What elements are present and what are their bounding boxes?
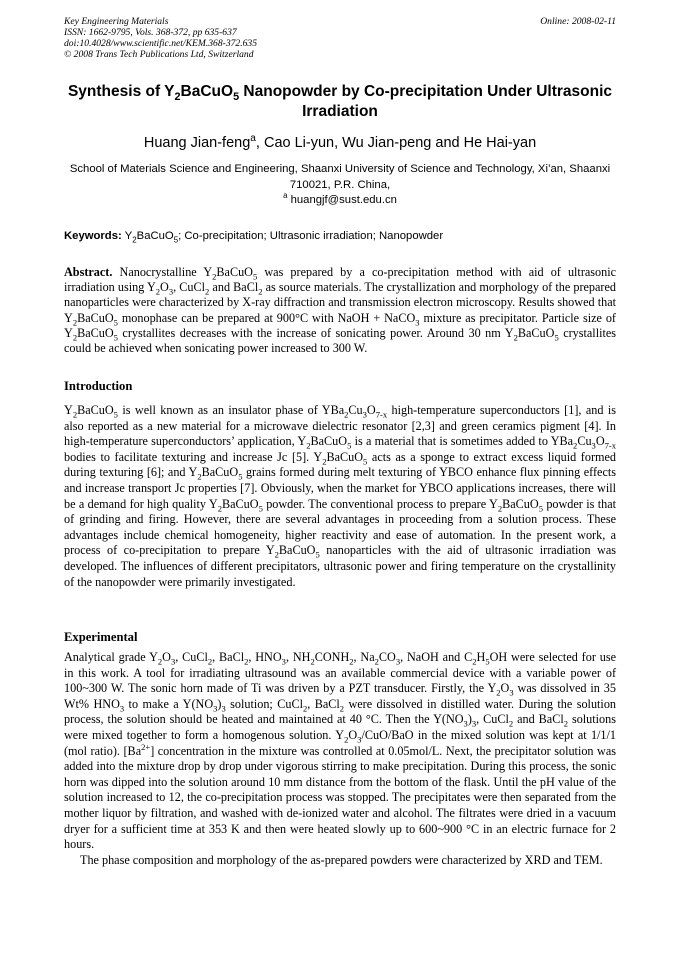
abstract — [64, 265, 616, 356]
keywords-label: Keywords: — [64, 230, 122, 242]
issn-line: ISSN: 1662-9795, Vols. 368-372, pp 635-637 — [64, 27, 237, 38]
experimental-paragraph-1: Analytical grade $Y_2O_3$, CuCl$_2$, BaCl$_2$, $HNO_3$, $NH_2CONH_2$, $Na_2CO_3$, NaOH and $C_2H_5OH$ were selected for use in this work. A tool for irradiating ultrasound was an available commercial device with a variable power of 100~300 W. The sonic horn made of Ti was driven by a PZT transducer. Firstly, the $Y_2O_3$ was dissolved in 35 Wt% $HNO_3$ to make a $Y(NO_3)_3$ solution; CuCl$_2$, BaCl$_2$ were dissolved in distilled water. During the solution process, the solution should be heated and maintained at 40 °C. Then the $Y(NO_3)_3$, CuCl$_2$ and BaCl$_2$ solutions were mixed together to form a homogenous solution. $Y_2O_3/CuO$/BaO in the mixed solution was kept at 1/1/1 (mol ratio). $[Ba^{2+}]$ concentration in the mixture was controlled at 0.05mol/L. Next, the precipitator solution was added into the mixture drop by drop under vigorous stirring to make precipitation. During this process, the sonic horn was dipped into the solution around 10 mm distance from the bottom of the flask. Until the pH value of the solution increased to 12, the co-precipitation process was stopped. The precipitates were then separated from the mother liquor by filtration, and washed with de-ionized water and alcohol. The filtrates were dried in a vacuum dryer for a sufficient time at 353 K and then were heated slowly up to 600~900 °C in an electric furnace for 2 hours. — [64, 650, 617, 852]
keywords-text: $Y_2BaCuO_5$; Co-precipitation; Ultrasonic irradiation; Nanopowder — [124, 230, 444, 245]
abstract-text: Nanocrystalline $Y_2BaCuO_5$ was prepared by a co-precipitation method with aid of ultrasonic irradiation using $Y_2O_3$, CuCl$_2$ and BaCl$_2$ as source materials. The crystallization and morphology of the prepared nanoparticles were characterized by X-ray diffraction and transmission electron microscopy. Results showed that $Y_2BaCuO_5$ monophase can be prepared at 900°C with NaOH + NaCO$_3$ mixture as precipitator. Particle size of $Y_2BaCuO_5$ crystallites decreases with the increase of sonicating power. Around 30 nm $Y_2BaCuO_5$ crystallites could be achieved when sonicating power increased to 300 W. — [64, 265, 617, 356]
doi-line: doi:10.4028/www.scientific.net/KEM.368-372.635 — [64, 38, 258, 49]
affiliation: School of Materials Science and Engineering, Shaanxi University of Science and Technology, Xi’an, Shaanxi 710021, P.R. China, — [69, 163, 611, 191]
experimental-body — [64, 650, 616, 868]
heading-experimental: Experimental — [64, 630, 138, 644]
heading-introduction: Introduction — [64, 379, 133, 393]
experimental-paragraph-2: The phase composition and morphology of the as-prepared powders were characterized by XRD and TEM. — [80, 852, 603, 867]
abstract-label: Abstract. — [64, 265, 113, 279]
journal-name: Key Engineering Materials — [64, 16, 169, 27]
introduction-body: $Y_2BaCuO_5$ is well known as an insulator phase of $YBa_2Cu_3O_{7-x}$ high-temperature superconductors [1], and is also reported as a new material for a microwave dielectric resonator [2,3] and green ceramics pigment [4]. In high-temperature superconductors’ application, $Y_2BaCuO_5$ is a material that is sometimes added to $YBa_2Cu_3O_{7-x}$ bodies to facilitate texturing and increase Jc [5]. $Y_2BaCuO_5$ acts as a sponge to extract excess liquid formed during texturing [6]; and $Y_2BaCuO_5$ grains formed during melt texturing of YBCO enhance flux pinning effects and increase transport Jc properties [7]. Obviously, when the market for YBCO applications increases, there will be a demand for high quality $Y_2BaCuO_5$ powder. The conventional process to prepare $Y_2BaCuO_5$ powder is that of grinding and firing. However, there are several advantages in proceeding from a solution process. These advantages include chemical homogeneity, higher reactivity and ease of automation. In the present work, a process of co-precipitation to prepare $Y_2BaCuO_5$ nanoparticles with the aid of ultrasonic irradiation was developed. The influences of different precipitators, ultrasonic power and firing temperature on the crystallinity of the nanopowder were primarily investigated. — [64, 403, 617, 589]
online-date: Online: 2008-02-11 — [540, 16, 616, 27]
copyright-line: © 2008 Trans Tech Publications Ltd, Switzerland — [64, 49, 254, 60]
journal-header — [64, 16, 616, 60]
author-email: $^a$ huangjf@sust.edu.cn — [283, 191, 397, 206]
author-list: Huang Jian-feng$^a$, Cao Li-yun, Wu Jian-peng and He Hai-yan — [143, 133, 537, 151]
paper-title: Synthesis of $Y_2BaCuO_5$ Nanopowder by Co-precipitation Under Ultrasonic Irradiation — [67, 83, 613, 120]
keywords — [64, 230, 616, 245]
